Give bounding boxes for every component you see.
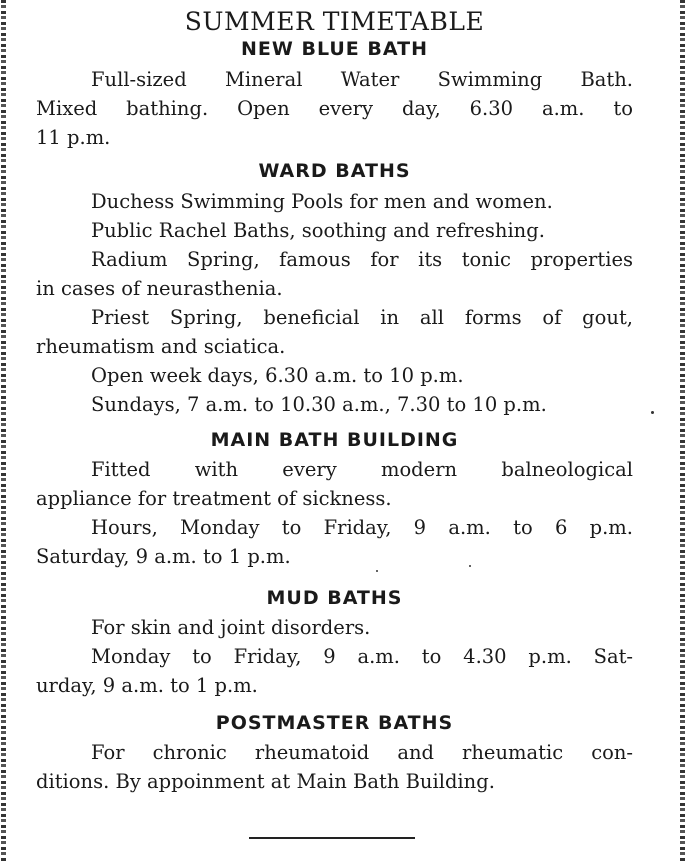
heading-new-blue-bath: NEW BLUE BATH bbox=[241, 38, 428, 60]
mud-baths-body bbox=[36, 613, 633, 700]
text-line: Fitted with every modern balneological bbox=[91, 458, 633, 481]
text-line: urday, 9 a.m. to 1 p.m. bbox=[36, 674, 258, 697]
text-line: Duchess Swimming Pools for men and women. bbox=[91, 190, 553, 213]
text-line: Public Rachel Baths, soothing and refreshing. bbox=[91, 219, 545, 242]
text-line: Saturday, 9 a.m. to 1 p.m. bbox=[36, 545, 291, 568]
ink-speck bbox=[469, 565, 471, 567]
text-line: For skin and joint disorders. bbox=[91, 616, 371, 639]
page-title: SUMMER TIMETABLE bbox=[184, 7, 485, 36]
text-line: in cases of neurasthenia. bbox=[36, 277, 283, 300]
text-line: Radium Spring, famous for its tonic properties bbox=[91, 248, 633, 271]
right-border-rule bbox=[680, 0, 685, 863]
text-line: 11 p.m. bbox=[36, 126, 111, 149]
ink-speck bbox=[651, 411, 654, 414]
text-line: Full-sized Mineral Water Swimming Bath. bbox=[91, 68, 633, 91]
text-line: For chronic rheumatoid and rheumatic con- bbox=[91, 741, 633, 764]
left-border-rule bbox=[1, 0, 6, 863]
text-line: rheumatism and sciatica. bbox=[36, 335, 286, 358]
main-bath-body bbox=[36, 455, 633, 571]
text-line: ditions. By appoinment at Main Bath Building. bbox=[36, 770, 495, 793]
text-line: Open week days, 6.30 a.m. to 10 p.m. bbox=[91, 364, 464, 387]
heading-mud-baths: MUD BATHS bbox=[266, 587, 403, 609]
text-line: Hours, Monday to Friday, 9 a.m. to 6 p.m. bbox=[91, 516, 633, 539]
new-blue-bath-body bbox=[36, 65, 633, 152]
postmaster-baths-body bbox=[36, 738, 633, 796]
text-line: Sundays, 7 a.m. to 10.30 a.m., 7.30 to 10 p.m. bbox=[91, 393, 547, 416]
ink-speck bbox=[376, 570, 378, 572]
heading-ward-baths: WARD BATHS bbox=[258, 160, 411, 182]
text-line: appliance for treatment of sickness. bbox=[36, 487, 392, 510]
ward-baths-body bbox=[36, 187, 633, 419]
text-line: Monday to Friday, 9 a.m. to 4.30 p.m. Sat- bbox=[91, 645, 633, 668]
heading-main-bath-building: MAIN BATH BUILDING bbox=[210, 429, 459, 451]
timetable-column bbox=[36, 0, 633, 796]
bottom-divider-rule bbox=[249, 837, 415, 839]
heading-postmaster-baths: POSTMASTER BATHS bbox=[215, 712, 454, 734]
text-line: Priest Spring, beneficial in all forms of gout, bbox=[91, 306, 633, 329]
text-line: Mixed bathing. Open every day, 6.30 a.m. to bbox=[36, 97, 633, 120]
